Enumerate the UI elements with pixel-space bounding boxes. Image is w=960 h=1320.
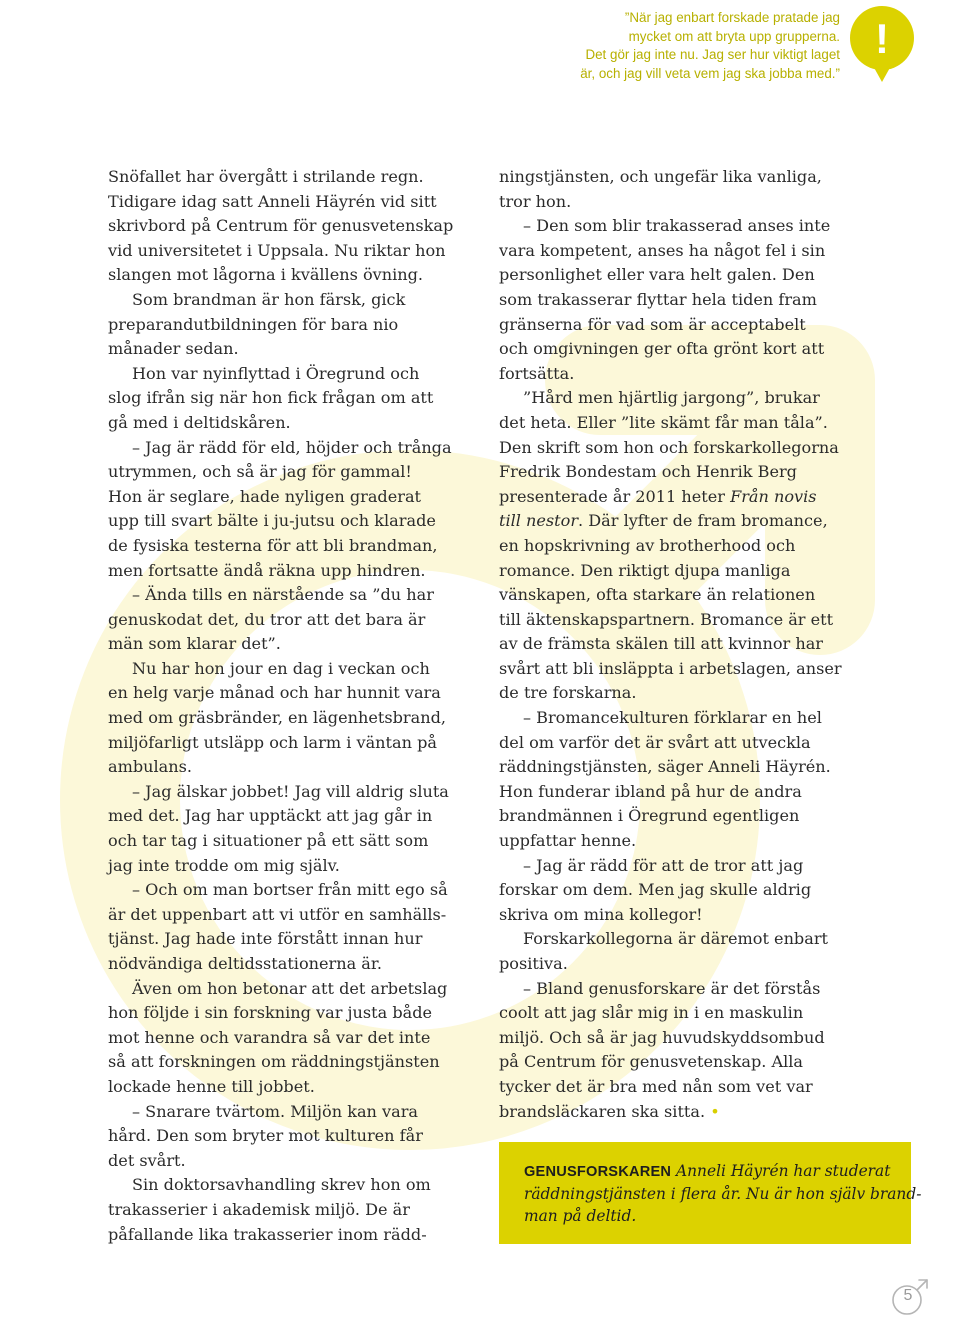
caption-line: man på deltid. [524, 1207, 637, 1225]
caption-line [524, 1160, 891, 1183]
body-line: – Och om man bortser från mitt ego så [132, 880, 448, 900]
article-column-left [108, 165, 478, 1247]
body-line: positiva. [499, 954, 568, 973]
body-line: Forskarkollegorna är däremot enbart [523, 929, 828, 949]
body-line: med det. Jag har upptäckt att jag går in [108, 806, 433, 826]
body-line: de tre forskarna. [499, 683, 637, 703]
body-line: räddningstjänsten, säger Anneli Häyrén. [499, 757, 831, 777]
body-line: Sin doktorsavhandling skrev hon om [132, 1175, 431, 1195]
body-line: lockade henne till jobbet. [108, 1076, 315, 1096]
body-line: svårt att bli insläppta i arbetslagen, anser [499, 658, 842, 678]
body-line: hård. Den som bryter mot kulturen får [108, 1126, 423, 1146]
body-line: är det uppenbart att vi utför en samhälls- [108, 904, 447, 924]
exclamation-bubble-icon [848, 4, 916, 84]
body-line: miljöfarligt utsläpp och larm i väntan på [108, 732, 437, 752]
body-line: vänskapen, ofta starkare än relationen [499, 585, 816, 605]
page-number: 5 [903, 1287, 913, 1304]
body-text: . Där lyfter de fram bromance, [578, 511, 828, 531]
body-line: och omgivningen ger ofta grönt kort att [499, 339, 825, 359]
body-line: vara kompetent, anses ha något fel i sin [499, 240, 826, 260]
pull-quote-line: mycket om att bryta upp grupperna. [628, 28, 840, 44]
end-of-article-dot: • [710, 1101, 720, 1121]
book-title: Från novis [730, 486, 817, 506]
body-line: månader sedan. [108, 339, 239, 359]
body-text: brandsläckaren ska sitta. [499, 1101, 706, 1121]
body-line: på Centrum för genusvetenskap. Alla [499, 1052, 804, 1072]
body-line: – Den som blir trakasserad anses inte [523, 216, 831, 236]
body-line: tror hon. [499, 191, 572, 211]
body-line: – Jag är rädd för eld, höjder och trånga [132, 437, 452, 457]
exclamation-mark: ! [875, 15, 889, 62]
body-line: av de främsta skälen till att kvinnor har [499, 634, 823, 654]
body-line: upp till svart bälte i ju-jutsu och klarade [108, 511, 436, 531]
body-line: det svårt. [108, 1150, 186, 1170]
body-line: med om gräsbränder, en lägenhetsbrand, [108, 708, 446, 728]
body-line: del om varför det är svårt att utveckla [499, 732, 811, 752]
body-line: men fortsatte ändå räkna upp hindren. [108, 560, 426, 580]
body-line: Även om hon betonar att det arbetslag [132, 978, 448, 998]
body-line [499, 1100, 869, 1125]
body-line: uppfattar henne. [499, 831, 637, 851]
body-line: tycker det är bra med nån som vet var [499, 1076, 813, 1096]
caption-label: GENUSFORSKAREN [524, 1164, 672, 1180]
body-line: tjänst. Jag hade inte förstått innan hur [108, 929, 423, 949]
body-line: ”Hård men hjärtlig jargong”, brukar [523, 388, 820, 408]
body-line [499, 509, 869, 534]
body-line: mot henne och varandra så var det inte [108, 1027, 431, 1047]
pull-quote-line: Det gör jag inte nu. Jag ser hur viktigt laget [585, 47, 840, 62]
body-line: trakasserier i akademisk miljö. De är [108, 1199, 410, 1219]
caption-text: Anneli Häyrén har studerat [671, 1162, 891, 1180]
body-line: de fysiska testerna för att bli brandman, [108, 535, 438, 555]
pull-quote-line: är, och jag vill veta vem jag ska jobba med.” [580, 65, 840, 81]
body-line: så att forskningen om räddningstjänsten [108, 1052, 440, 1072]
body-line: brandmännen i Öregrund egentligen [499, 806, 800, 826]
body-line: en hopskrivning av brotherhood och [499, 535, 796, 555]
body-line: Tidigare idag satt Anneli Häyrén vid sitt [108, 191, 437, 211]
body-line: det heta. Eller ”lite skämt får man tåla”. [499, 412, 828, 432]
body-line: vid universitetet i Uppsala. Nu riktar hon [108, 240, 446, 260]
body-line: – Jag är rädd för att de tror att jag [523, 855, 804, 875]
body-line: utrymmen, och så är jag för gammal! [108, 462, 412, 482]
body-line: gå med i deltidskåren. [108, 412, 291, 432]
body-line: ambulans. [108, 757, 193, 777]
body-line: som trakasserar flyttar hela tiden fram [499, 289, 817, 309]
body-line: fortsätta. [499, 363, 575, 383]
body-line: preparandutbildningen för bara nio [108, 314, 399, 334]
pull-quote [540, 9, 840, 83]
body-line: hon följde i sin forskning var justa både [108, 1003, 433, 1023]
body-line: – Snarare tvärtom. Miljön kan vara [132, 1101, 419, 1121]
body-line: till äktenskapspartnern. Bromance är ett [499, 609, 834, 629]
body-line: – Jag älskar jobbet! Jag vill aldrig sluta [132, 781, 449, 801]
body-line: romance. Den riktigt djupa manliga [499, 560, 791, 580]
caption-box [499, 1142, 922, 1244]
body-line: och tar tag i situationer på ett sätt som [108, 831, 429, 851]
body-line: Hon var nyinflyttad i Öregrund och [132, 363, 420, 383]
body-line: Som brandman är hon färsk, gick [132, 289, 406, 309]
body-line: – Bromancekulturen förklarar en hel [523, 708, 822, 728]
body-line: Hon funderar ibland på hur de andra [499, 781, 802, 801]
body-line: personlighet eller vara helt galen. Den [499, 265, 815, 285]
body-line: skriva om mina kollegor! [499, 904, 703, 924]
body-line: påfallande lika trakasserier inom rädd- [108, 1224, 427, 1244]
book-title: till nestor [499, 511, 579, 531]
body-line: – Bland genusforskare är det förstås [523, 978, 821, 998]
body-line: – Ända tills en närstående sa ”du har [132, 585, 434, 605]
body-line: Den skrift som hon och forskarkollegorna [499, 437, 839, 457]
body-line: Nu har hon jour en dag i veckan och [132, 658, 430, 678]
body-line: forskar om dem. Men jag skulle aldrig [499, 880, 812, 900]
body-line: coolt att jag slår mig in i en maskulin [499, 1003, 804, 1023]
body-line: män som klarar det”. [108, 634, 281, 654]
body-line: slangen mot lågorna i kvällens övning. [108, 265, 424, 285]
body-line: nödvändiga deltidsstationerna är. [108, 954, 382, 973]
body-line: Fredrik Bondestam och Henrik Berg [499, 462, 797, 482]
pull-quote-line: ”När jag enbart forskade pratade jag [624, 10, 840, 25]
body-line: en helg varje månad och har hunnit vara [108, 683, 441, 703]
body-line: skrivbord på Centrum för genusvetenskap [108, 216, 454, 236]
body-line: genuskodat det, du tror att det bara är [108, 609, 426, 629]
article-column-right [499, 165, 869, 1124]
body-line: gränserna för vad som är acceptabelt [499, 314, 806, 334]
body-line: miljö. Och så är jag huvudskyddsombud [499, 1027, 825, 1047]
body-line: Snöfallet har övergått i strilande regn. [108, 167, 424, 186]
body-line [499, 485, 869, 510]
body-line: Hon är seglare, hade nyligen graderat [108, 486, 422, 506]
caption-line: räddningstjänsten i flera år. Nu är hon själv brand- [524, 1185, 922, 1203]
body-line: jag inte trodde om mig själv. [108, 855, 340, 875]
body-line: ningstjänsten, och ungefär lika vanliga, [499, 167, 822, 186]
body-text: presenterade år 2011 heter [499, 486, 731, 506]
body-line: slog ifrån sig när hon fick frågan om att [108, 388, 434, 408]
